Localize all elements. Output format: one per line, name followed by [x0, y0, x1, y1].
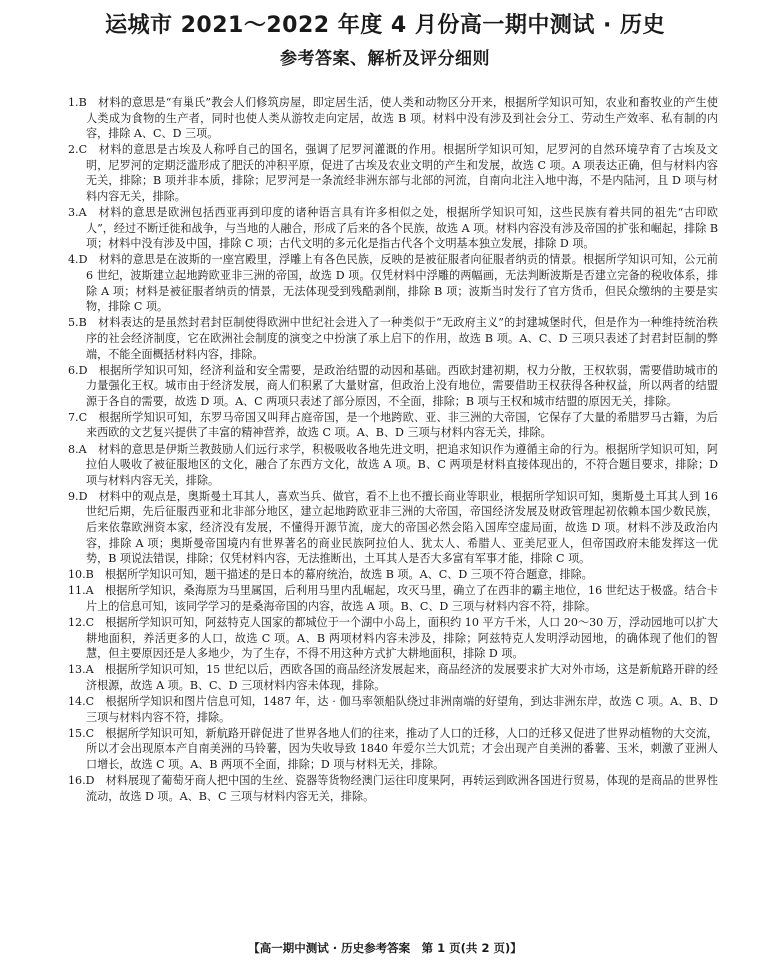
answer-item: 15.C 根据所学知识可知，新航路开辟促进了世界各地人们的往来，推动了人口的迁移，人口的迁移又促进了世界动植物的大交流，所以才会出现原本产自南美洲的马铃薯，因为失收导致 1840 年爱尔兰大饥荒；才会出现产自美洲的番薯、玉米，刺激了亚洲人口增长，故选 C 项。A、B 两项不全面，排除；D 项与材料无关，排除。	[68, 726, 718, 771]
page-title: 运城市 2021～2022 年度 4 月份高一期中测试 · 历史	[104, 13, 666, 38]
answer-item: 11.A 根据所学知识，桑海原为马里属国，后利用马里内乱崛起，攻灭马里，确立了在西非的霸主地位，16 世纪达于极盛。结合卡片上的信息可知，该同学学习的是桑海帝国的内容，故选 A 项。B、C、D 三项与材料内容不符，排除。	[68, 584, 718, 613]
answer-item: 6.D 根据所学知识可知，经济利益和安全需要，是政治结盟的动因和基础。西欧封建初期，权力分散，王权软弱，需要借助城市的力量强化王权。城市由于经济发展，商人们积累了大量财富，但政治上没有地位，需要借助王权获得各种权益，所以两者的结盟源于各自的需要，故选 D 项。A、C 两项只表述了部分原因，不全面，排除；B 项与王权和城市结盟的原因无关，排除。	[68, 363, 718, 408]
answer-item: 16.D 材料展现了葡萄牙商人把中国的生丝、瓷器等货物经澳门运往印度果阿，再转运到欧洲各国进行贸易，体现的是商品的世界性流动，故选 D 项。A、B、C 三项与材料内容无关，排除。	[68, 774, 718, 803]
answer-item: 9.D 材料中的观点是，奥斯曼土耳其人，喜欢当兵、做官，看不上也不擅长商业等职业，根据所学知识可知，奥斯曼土耳其人到 16 世纪后期，先后征服西亚和北非部分地区，建立起地跨欧亚非三洲的大帝国，帝国经济发展及财政管理起初依赖本国少数民族，后来依靠欧洲资本家，经济没有发展，不懂得开源节流，庞大的帝国必然会陷入国库空虚局面，故选 D 项。材料不涉及政治内容，排除 A 项；奥斯曼帝国境内有世界著名的商业民族阿拉伯人、犹太人、希腊人、亚美尼亚人，但帝国政府未能发挥这一优势，B 项说法错误，排除；仅凭材料内容，无法推断出，土耳其人是否大多富有军事才能，排除 C 项。	[68, 489, 718, 566]
answer-item: 5.B 材料表达的是虽然封君封臣制使得欧洲中世纪社会进入了一种类似于“无政府主义”的封建城堡时代，但是作为一种维持统治秩序的社会经济制度，它在欧洲社会制度的演变之中扮演了承上启下的作用，故选 B 项。A、C、D 三项只表述了封君封臣制的弊端，不能全面概括材料内容，排除。	[68, 316, 718, 361]
answer-item: 2.C 材料的意思是古埃及人称呼自己的国名，强调了尼罗河灌溉的作用。根据所学知识可知，尼罗河的自然环境孕育了古埃及文明，尼罗河的定期泛滥形成了肥沃的冲积平原，促进了古埃及农业文明的产生和发展，故选 C 项。A 项表达正确，但与材料内容无关，排除；B 项并非本质，排除；尼罗河是一条流经非洲东部与北部的河流，自南向北注入地中海，不是内陆河，且 D 项与材料内容无关，排除。	[68, 143, 718, 204]
answer-item: 12.C 根据所学知识可知，阿兹特克人国家的都城位于一个湖中小岛上，面积约 10 平方千米，人口 20～30 万，浮动园地可以扩大耕地面积，养活更多的人口，故选 C 项。A、B 两项材料内容未涉及，排除；阿兹特克人发明浮动园地，的确体现了他们的智慧，但主要原因还是人多地少，为了生存，不得不用这种方式扩大耕地面积，排除 D 项。	[68, 616, 718, 661]
answer-item: 14.C 根据所学知识和图片信息可知，1487 年，达 · 伽马率领船队绕过非洲南端的好望角，到达非洲东岸，故选 C 项。A、B、D 三项与材料内容不符，排除。	[68, 695, 718, 724]
answer-item: 8.A 材料的意思是伊斯兰教鼓励人们远行求学，积极吸收各地先进文明，把追求知识作为遵循主命的行为。根据所学知识可知，阿拉伯人吸收了被征服地区的文化，融合了东西方文化，故选 A 项。B、C 两项是材料直接体现出的，不符合题目要求，排除；D 项与材料内容无关，排除。	[68, 442, 718, 487]
answer-item: 3.A 材料的意思是欧洲包括西亚再到印度的诸种语言具有许多相似之处，根据所学知识可知，这些民族有着共同的祖先“古印欧人”，经过不断迁徙和战争，与当地的人融合，形成了后来的各个民族，故选 A 项。材料内容没有涉及帝国的扩张和崛起，排除 B 项；材料中没有涉及中国，排除 C 项；古代文明的多元化是指古代各个文明基本独立发展，排除 D 项。	[68, 206, 718, 251]
answer-item: 13.A 根据所学知识可知，15 世纪以后，西欧各国的商品经济发展起来，商品经济的发展要求扩大对外市场，这是新航路开辟的经济根源，故选 A 项。B、C、D 三项材料内容未体现，排除。	[68, 663, 718, 692]
answer-list	[68, 95, 718, 805]
answer-item: 10.B 根据所学知识可知，题干描述的是日本的幕府统治，故选 B 项。A、C、D 三项不符合题意，排除。	[68, 568, 593, 582]
page-footer: 【高一期中测试 · 历史参考答案 第 1 页(共 2 页)】	[248, 941, 522, 955]
answer-item: 1.B 材料的意思是“有巢氏”教会人们修筑房屋，即定居生活，使人类和动物区分开来，根据所学知识可知，农业和畜牧业的产生使人类成为食物的生产者，同时也使人类从游牧走向定居，故选 B 项。材料中没有涉及到社会分工、劳动生产效率、私有制的内容，排除 A、C、D 三项。	[68, 96, 718, 141]
page-subtitle: 参考答案、解析及评分细则	[280, 49, 490, 69]
answer-item: 4.D 材料的意思是在波斯的一座宫殿里，浮雕上有各色民族，反映的是被征服者向征服者纳贡的情景。根据所学知识可知，公元前 6 世纪，波斯建立起地跨欧亚非三洲的帝国，故选 D 项。仅凭材料中浮雕的两幅画，无法判断波斯是否建立完备的税收体系，排除 A 项；材料是被征服者纳贡的情景，无法体现受到残酷剥削，排除 B 项；波斯当时发行了官方货币，但民众缴纳的主要是实物，排除 C 项。	[68, 253, 718, 314]
answer-item: 7.C 根据所学知识可知，东罗马帝国又叫拜占庭帝国，是一个地跨欧、亚、非三洲的大帝国，它保存了大量的希腊罗马古籍，为后来西欧的文艺复兴提供了丰富的精神营养，故选 C 项。A、B、D 三项与材料内容无关，排除。	[68, 410, 718, 440]
